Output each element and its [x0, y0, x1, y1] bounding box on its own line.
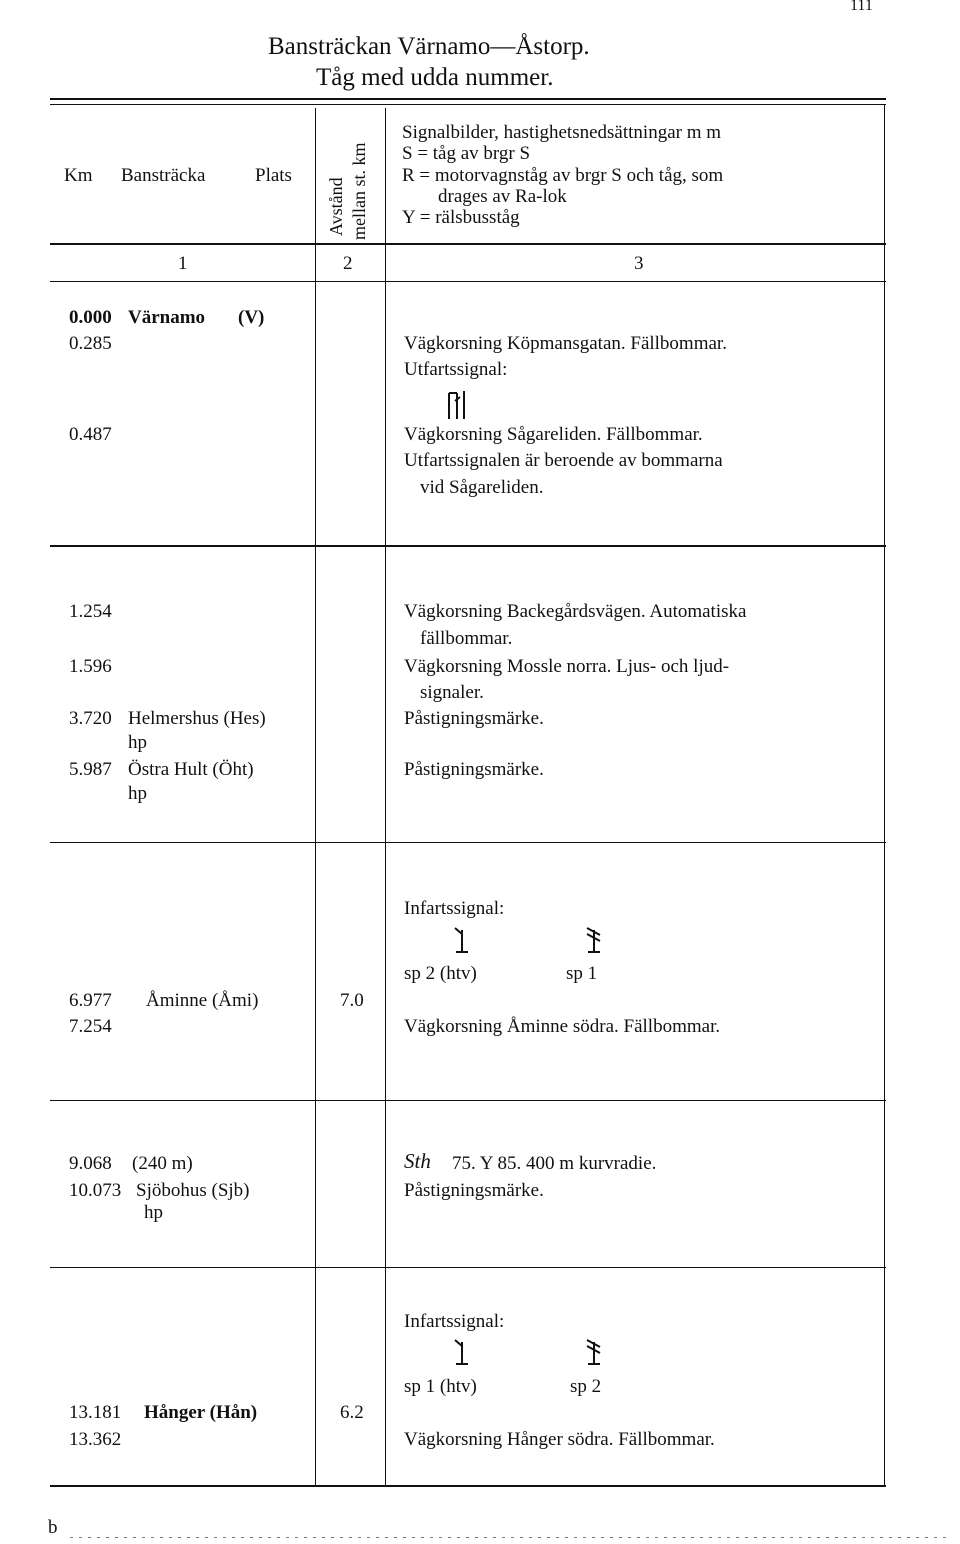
- note-line: Vägkorsning Åminne södra. Fällbommar.: [404, 1016, 721, 1037]
- station-type: hp: [144, 1202, 163, 1223]
- signal-label: sp 2: [570, 1376, 602, 1397]
- station-name: Sjöbohus (Sjb): [136, 1180, 250, 1201]
- header-second-rule: [50, 104, 886, 105]
- note-line: Vägkorsning Sågareliden. Fällbommar.: [404, 424, 703, 445]
- km-value: 0.285: [69, 333, 112, 354]
- header-top-rule: [50, 98, 886, 100]
- note-line: signaler.: [420, 682, 484, 703]
- signal-label: sp 2 (htv): [404, 963, 477, 984]
- km-value: 13.362: [69, 1429, 122, 1450]
- exit-signal-icon: [446, 389, 474, 421]
- header-signal-line-1: Signalbilder, hastighetsnedsättningar m m: [402, 122, 722, 143]
- header-signal-line-4: drages av Ra-lok: [438, 186, 567, 207]
- footer-dotted-rule: [70, 1537, 950, 1538]
- note-line: Infartssignal:: [404, 1311, 505, 1332]
- header-bansträcka: Bansträcka: [121, 165, 206, 186]
- km-value: 9.068: [69, 1153, 112, 1174]
- column-divider-2: [385, 108, 386, 1486]
- station-name: Värnamo: [128, 307, 206, 328]
- km-value: 10.073: [69, 1180, 122, 1201]
- station-type: hp: [128, 783, 147, 804]
- column-divider-1: [315, 108, 316, 1486]
- distance-value: 7.0: [340, 990, 364, 1011]
- header-km: Km: [64, 165, 93, 186]
- table-bottom-rule: [50, 1485, 886, 1487]
- distance-note: (240 m): [132, 1153, 193, 1174]
- section-divider-2: [50, 842, 886, 843]
- header-bottom-rule: [50, 281, 886, 282]
- footer-mark: b: [48, 1517, 58, 1538]
- note-line: Påstigningsmärke.: [404, 759, 544, 780]
- entry-signal-one-arm-icon: [452, 926, 472, 956]
- header-signal-line-3: R = motorvagnståg av brgr S och tåg, som: [402, 165, 724, 186]
- signal-label: sp 1 (htv): [404, 1376, 477, 1397]
- signal-label: sp 1: [566, 963, 598, 984]
- km-value: 0.487: [69, 424, 112, 445]
- section-divider-1: [50, 545, 886, 547]
- column-number-1: 1: [178, 253, 188, 274]
- km-value: 5.987: [69, 759, 112, 780]
- km-value: 7.254: [69, 1016, 112, 1037]
- note-line: Vägkorsning Hånger södra. Fällbommar.: [404, 1429, 715, 1450]
- entry-signal-two-arm-icon: [584, 1338, 604, 1368]
- note-line: fällbommar.: [420, 628, 513, 649]
- km-value: 6.977: [69, 990, 112, 1011]
- header-signal-line-2: S = tåg av brgr S: [402, 143, 531, 164]
- km-value: 0.000: [69, 307, 112, 328]
- column-number-2: 2: [343, 253, 353, 274]
- table-right-edge: [884, 104, 885, 1486]
- header-signal-line-5: Y = rälsbusståg: [402, 207, 520, 228]
- section-divider-3: [50, 1100, 886, 1101]
- section-divider-4: [50, 1267, 886, 1268]
- note-line: Vägkorsning Köpmansgatan. Fällbommar.: [404, 333, 727, 354]
- header-avstand-line1: Avstånd: [326, 177, 346, 236]
- speed-label: Sth: [404, 1149, 431, 1173]
- note-line: Vägkorsning Mossle norra. Ljus- och ljud-: [404, 656, 730, 677]
- header-avstand-line2: mellan st. km: [349, 142, 369, 240]
- header-number-rule: [50, 243, 886, 245]
- distance-value: 6.2: [340, 1402, 364, 1423]
- page-title: Bansträckan Värnamo—Åstorp.: [268, 33, 590, 60]
- km-value: 1.254: [69, 601, 112, 622]
- entry-signal-one-arm-icon: [452, 1338, 472, 1368]
- station-name: Hånger (Hån): [144, 1402, 258, 1423]
- page-number: 111: [850, 0, 873, 14]
- station-code: (V): [238, 307, 265, 328]
- note-line: vid Sågareliden.: [420, 477, 544, 498]
- note-line: Påstigningsmärke.: [404, 1180, 544, 1201]
- note-line: 75. Y 85. 400 m kurvradie.: [452, 1153, 657, 1174]
- note-line: Påstigningsmärke.: [404, 708, 544, 729]
- header-plats: Plats: [255, 165, 292, 186]
- note-line: Utfartssignalen är beroende av bommarna: [404, 450, 723, 471]
- km-value: 13.181: [69, 1402, 122, 1423]
- note-line: Vägkorsning Backegårdsvägen. Automatiska: [404, 601, 747, 622]
- station-type: hp: [128, 732, 147, 753]
- note-line: Infartssignal:: [404, 898, 505, 919]
- station-name: Åminne (Åmi): [146, 990, 259, 1011]
- page-subtitle: Tåg med udda nummer.: [316, 64, 554, 91]
- station-name: Östra Hult (Öht): [128, 759, 254, 780]
- entry-signal-two-arm-icon: [584, 926, 604, 956]
- station-name: Helmershus (Hes): [128, 708, 266, 729]
- column-number-3: 3: [634, 253, 644, 274]
- km-value: 1.596: [69, 656, 112, 677]
- note-line: Utfartssignal:: [404, 359, 508, 380]
- km-value: 3.720: [69, 708, 112, 729]
